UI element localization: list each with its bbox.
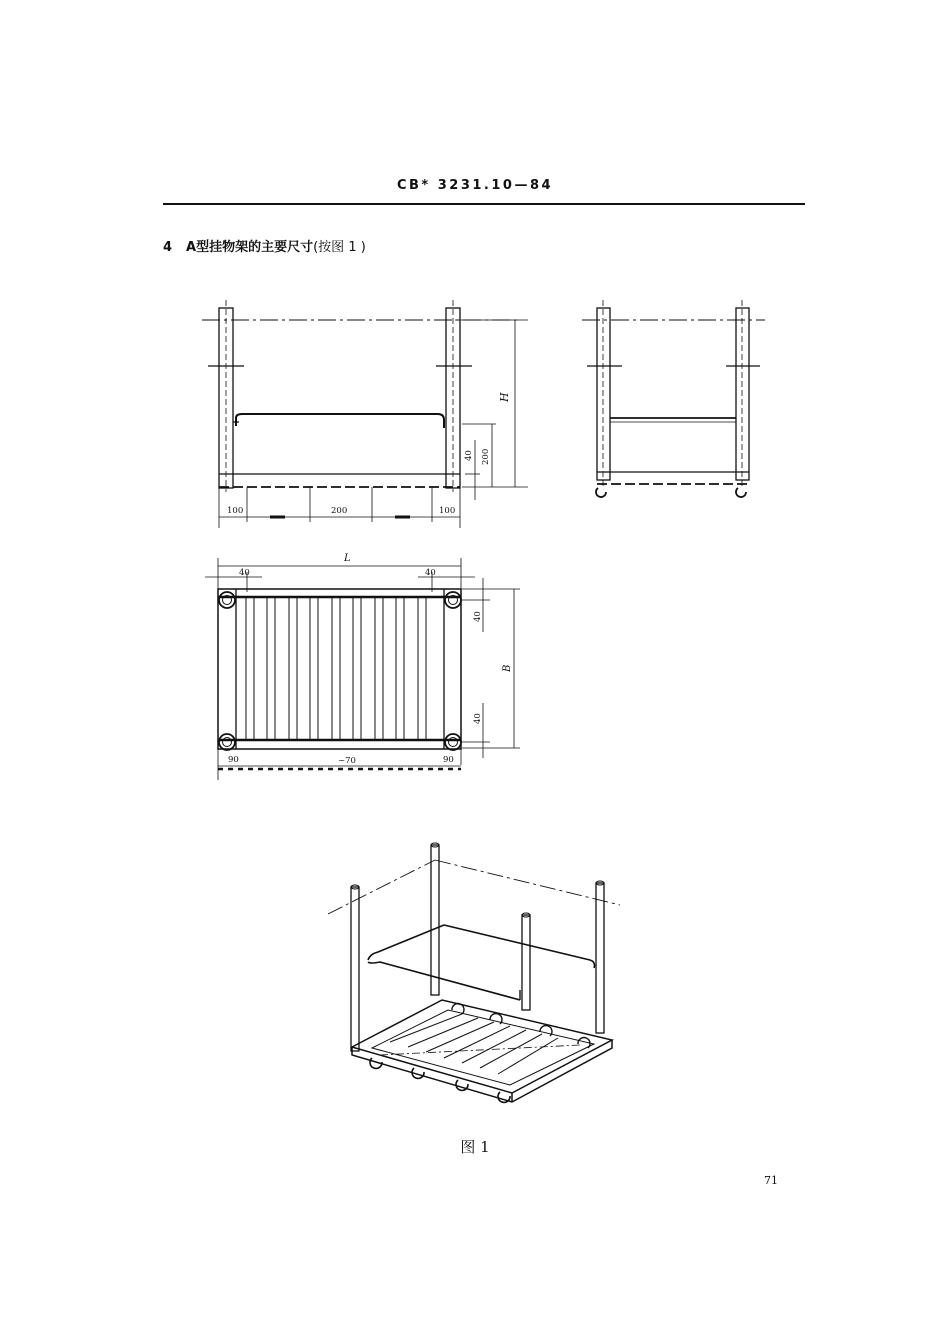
section-number: 4 (163, 240, 173, 255)
dim-B-label: B (502, 664, 513, 672)
page-number: 71 (764, 1174, 778, 1187)
dim-40-bottom-label: 40 (473, 713, 483, 724)
section-title: A型挂物架的主要尺寸 (186, 240, 314, 255)
dim-40-label: 40 (464, 450, 474, 461)
dim-L-label: L (344, 553, 351, 564)
dim-200-vertical-label: 200 (481, 448, 491, 465)
standard-header: CB* 3231.10—84 (396, 178, 554, 193)
dim-H-label: H (498, 392, 511, 402)
dim-40-left-label: 40 (239, 568, 250, 578)
dim-200-label: 200 (331, 506, 348, 516)
dim-90-right-label: 90 (443, 755, 454, 765)
figure-caption: 图 1 (460, 1138, 490, 1156)
dim-40-right-label: 40 (425, 568, 436, 578)
dim-100-right-label: 100 (439, 506, 456, 516)
dim-40-top-label: 40 (473, 611, 483, 622)
plan-view (205, 558, 520, 780)
dim-100-left-label: 100 (227, 506, 244, 516)
isometric-view (328, 843, 620, 1102)
front-view (202, 300, 528, 528)
side-view (582, 300, 765, 497)
dim-70-label: ~70 (338, 756, 356, 766)
dim-90-left-label: 90 (228, 755, 239, 765)
section-figure-ref: (按图 1 ) (313, 240, 366, 255)
